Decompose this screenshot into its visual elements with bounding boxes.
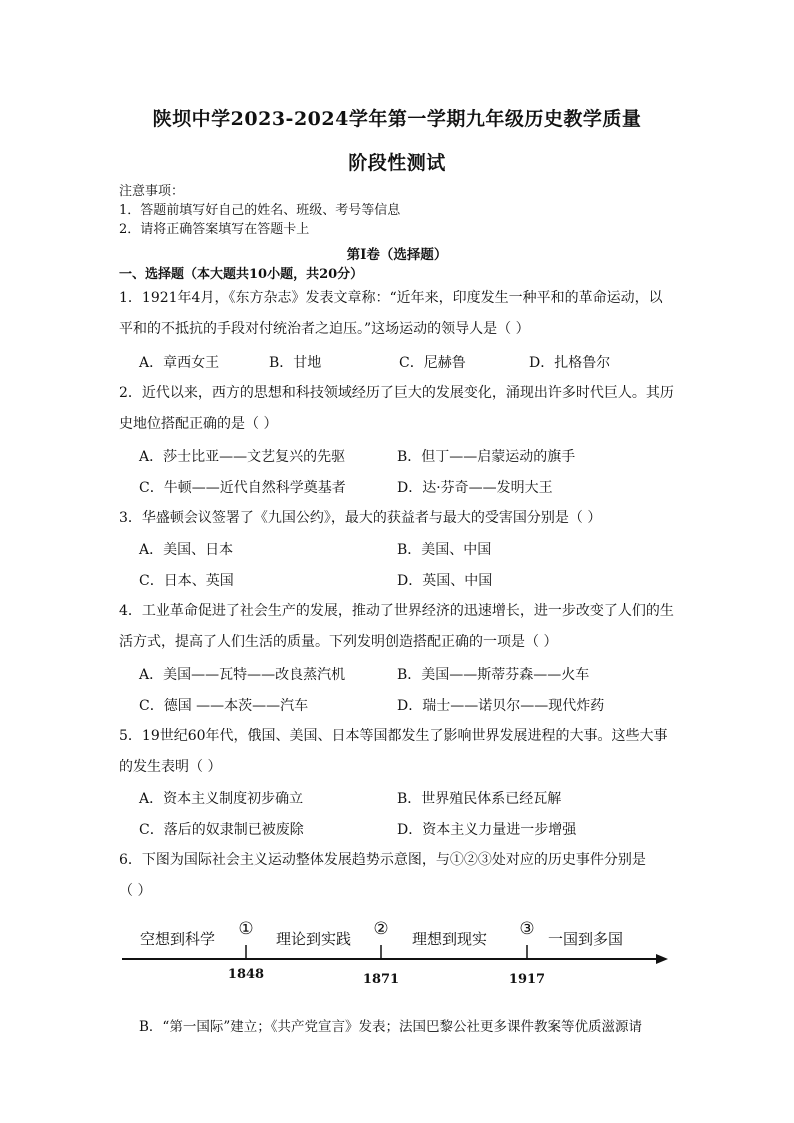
- socialism-timeline: [118, 912, 678, 992]
- question-4-stem: [119, 596, 679, 658]
- question-stem-line: 的发生表明（ ）: [119, 759, 222, 775]
- option-d: D．达·芬奇——发明大王: [397, 480, 553, 496]
- note-item-1: 1．答题前填写好自己的姓名、班级、考号等信息: [119, 203, 401, 218]
- question-5-options-row2: [139, 819, 679, 839]
- part-heading: 一、选择题（本大题共10小题，共20分）: [119, 267, 364, 282]
- option-b: B．美国——斯蒂芬森——火车: [397, 667, 590, 683]
- question-4-options-row1: [139, 664, 679, 684]
- option-c: C．落后的奴隶制已被废除: [139, 822, 304, 838]
- timeline-stage-2: 理论到实践: [276, 930, 352, 948]
- question-4-options-row2: [139, 695, 679, 715]
- option-d: D．瑞士——诺贝尔——现代炸药: [397, 698, 605, 714]
- option-c: C．牛顿——近代自然科学奠基者: [139, 480, 346, 496]
- question-6-stem: [119, 845, 679, 907]
- option-b: B．世界殖民体系已经瓦解: [397, 791, 562, 807]
- exam-title-line1: 陕坝中学2023-2024学年第一学期九年级历史教学质量: [152, 108, 642, 130]
- timeline-mark-2: ②: [373, 919, 389, 939]
- question-5-options-row1: [139, 788, 679, 808]
- section-title: 第Ⅰ卷（选择题）: [346, 247, 448, 263]
- timeline-year-3: 1917: [508, 972, 546, 987]
- question-3-stem: [119, 503, 679, 534]
- question-2-stem: [119, 378, 679, 440]
- timeline-stage-4: 一国到多国: [548, 930, 624, 948]
- question-2-options-row2: [139, 477, 679, 497]
- question-6-option-b: B．“第一国际”建立；《共产党宣言》发表；法国巴黎公社更多课件教案等优质滋源请: [139, 1019, 642, 1035]
- question-stem-line: 1．1921年4月，《东方杂志》发表文章称：“近年来，印度发生一种平和的革命运动，以: [119, 290, 663, 306]
- exam-title-line2: 阶段性测试: [348, 152, 446, 174]
- question-2-options-row1: [139, 446, 679, 466]
- notes-heading: 注意事项：: [119, 184, 185, 199]
- option-a: A．莎士比亚——文艺复兴的先驱: [139, 449, 346, 465]
- note-item-2: 2．请将正确答案填写在答题卡上: [119, 222, 310, 237]
- question-5-stem: [119, 721, 679, 783]
- option-c: C．德国 ——本茨——汽车: [139, 698, 309, 714]
- option-d: D．英国、中国: [397, 573, 493, 589]
- timeline-stage-1: 空想到科学: [140, 930, 216, 948]
- timeline-mark-3: ③: [519, 919, 535, 939]
- timeline-stage-3: 理想到现实: [412, 930, 488, 948]
- option-d: D．资本主义力量进一步增强: [397, 822, 577, 838]
- question-stem-line: 活方式，提高了人们生活的质量。下列发明创造搭配正确的一项是（ ）: [119, 634, 558, 650]
- timeline-year-2: 1871: [362, 972, 400, 987]
- option-b: B．甘地: [269, 355, 322, 371]
- timeline-year-1: 1848: [227, 967, 265, 982]
- question-stem-line: 2．近代以来，西方的思想和科技领域经历了巨大的发展变化，涌现出许多时代巨人。其历: [119, 385, 674, 401]
- option-b: B．美国、中国: [397, 542, 492, 558]
- option-a: A．章西女王: [139, 355, 220, 371]
- option-a: A．美国——瓦特——改良蒸汽机: [139, 667, 346, 683]
- question-stem-line: 4．工业革命促进了社会生产的发展，推动了世界经济的迅速增长，进一步改变了人们的生: [119, 603, 674, 619]
- option-c: C．日本、英国: [139, 573, 234, 589]
- question-1-stem: [119, 283, 679, 345]
- question-stem-line: 史地位搭配正确的是（ ）: [119, 416, 278, 432]
- question-1-options: [139, 352, 679, 372]
- timeline-mark-1: ①: [238, 919, 254, 939]
- question-stem-line: 平和的不抵抗的手段对付统治者之迫压。”这场运动的领导人是（ ）: [119, 321, 530, 337]
- question-stem-line: 3．华盛顿会议签署了《九国公约》，最大的获益者与最大的受害国分别是（ ）: [119, 510, 602, 526]
- question-stem-line: （ ）: [119, 883, 152, 899]
- question-3-options-row2: [139, 570, 679, 590]
- option-b: B．但丁——启蒙运动的旗手: [397, 449, 576, 465]
- option-a: A．资本主义制度初步确立: [139, 791, 304, 807]
- option-c: C．尼赫鲁: [399, 355, 466, 371]
- question-stem-line: 5．19世纪60年代，俄国、美国、日本等国都发生了影响世界发展进程的大事。这些大事: [119, 728, 668, 744]
- question-stem-line: 6．下图为国际社会主义运动整体发展趋势示意图，与①②③处对应的历史事件分别是: [119, 852, 646, 868]
- option-a: A．美国、日本: [139, 542, 234, 558]
- question-3-options-row1: [139, 539, 679, 559]
- timeline-arrowhead: [656, 954, 668, 964]
- option-d: D．扎格鲁尔: [529, 355, 611, 371]
